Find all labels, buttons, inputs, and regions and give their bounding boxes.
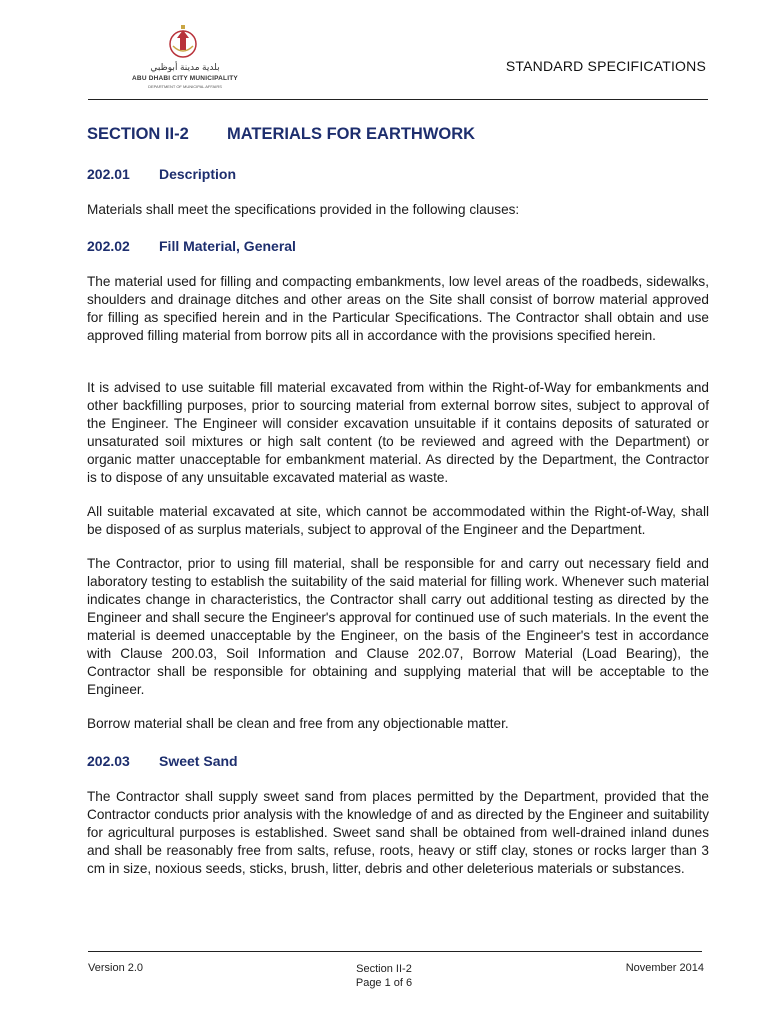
footer-section: Section II-2 xyxy=(356,963,412,975)
header-divider xyxy=(88,99,708,100)
footer-divider xyxy=(88,951,702,952)
paragraph: Materials shall meet the specifications provided in the following clauses: xyxy=(87,202,520,217)
subsection-number: 202.03 xyxy=(87,753,130,769)
footer-date: November 2014 xyxy=(625,962,704,974)
subsection-heading xyxy=(87,238,296,254)
subsection-heading xyxy=(87,166,236,182)
page-number: Page 1 of 6 xyxy=(355,977,413,989)
subsection-title: Fill Material, General xyxy=(159,238,296,254)
subsection-title: Description xyxy=(159,166,237,182)
falcon-emblem-icon xyxy=(163,22,203,62)
logo-english-text: ABU DHABI CITY MUNICIPALITY xyxy=(132,75,238,82)
paragraph: The Contractor shall supply sweet sand from places permitted by the Department, provided that the Contractor conducts prior analysis with the knowledge of and as directed by the Engineer and suitability for agricultural purposes is established. Sweet sand shall be obtained from well-drained inland dunes and shall be reasonably free from salts, refuse, roots, heavy or stiff clay, stones or rocks larger than 3 cm in size, noxious seeds, sticks, brush, litter, debris and other deleterious materials or substances. xyxy=(87,789,709,876)
section-title xyxy=(87,125,475,144)
paragraph: The Contractor, prior to using fill material, shall be responsible for and carry out necessary field and laboratory testing to establish the suitability of the said material for filling work. Whenever such material indicates change in characteristics, the Contractor shall carry out additional testing as directed by the Engineer and shall secure the Engineer's approval for continued use of such materials. In the event the material is deemed unacceptable by the Engineer, on the basis of the Engineer's test in accordance with Clause 200.03, Soil Information and Clause 202.07, Borrow Material (Load Bearing), the Contractor shall be responsible for obtaining and supplying material that will be acceptable to the Engineer. xyxy=(87,556,709,697)
footer-version: Version 2.0 xyxy=(88,962,144,974)
subsection-heading xyxy=(87,753,238,769)
paragraph: All suitable material excavated at site, which cannot be accommodated within the Right-of-Way, shall be disposed of as surplus materials, subject to approval of the Engineer and the Department. xyxy=(87,504,709,537)
section-number: SECTION II-2 xyxy=(87,125,189,143)
paragraph: The material used for filling and compacting embankments, low level areas of the roadbeds, sidewalks, shoulders and drainage ditches and other areas on the Site shall consist of borrow material approved for filling as specified herein and in the Particular Specifications. The Contractor shall obtain and use approved filling material from borrow pits all in accordance with the provisions specified herein. xyxy=(87,274,709,343)
header-title: STANDARD SPECIFICATIONS xyxy=(505,58,706,74)
subsection-title: Sweet Sand xyxy=(159,753,238,769)
logo-department-text: DEPARTMENT OF MUNICIPAL AFFAIRS xyxy=(148,84,222,89)
paragraph: Borrow material shall be clean and free from any objectionable matter. xyxy=(87,716,509,731)
municipality-logo xyxy=(120,22,250,92)
logo-arabic-text: بلدية مدينة أبوظبي xyxy=(150,62,220,72)
paragraph: It is advised to use suitable fill material excavated from within the Right-of-Way for embankments and other backfilling purposes, prior to sourcing material from external borrow sites, subject to approval of the Engineer. The Engineer will consider excavation unsuitable if it contains deposits of saturated or unsaturated soil mixtures or high salt content (to be reviewed and agreed with the Department) or organic matter unacceptable for embankment material. As directed by the Department, the Contractor is to dispose of any unsuitable excavated material as waste. xyxy=(87,380,709,485)
subsection-number: 202.02 xyxy=(87,238,130,254)
section-heading: MATERIALS FOR EARTHWORK xyxy=(227,125,476,143)
subsection-number: 202.01 xyxy=(87,166,130,182)
